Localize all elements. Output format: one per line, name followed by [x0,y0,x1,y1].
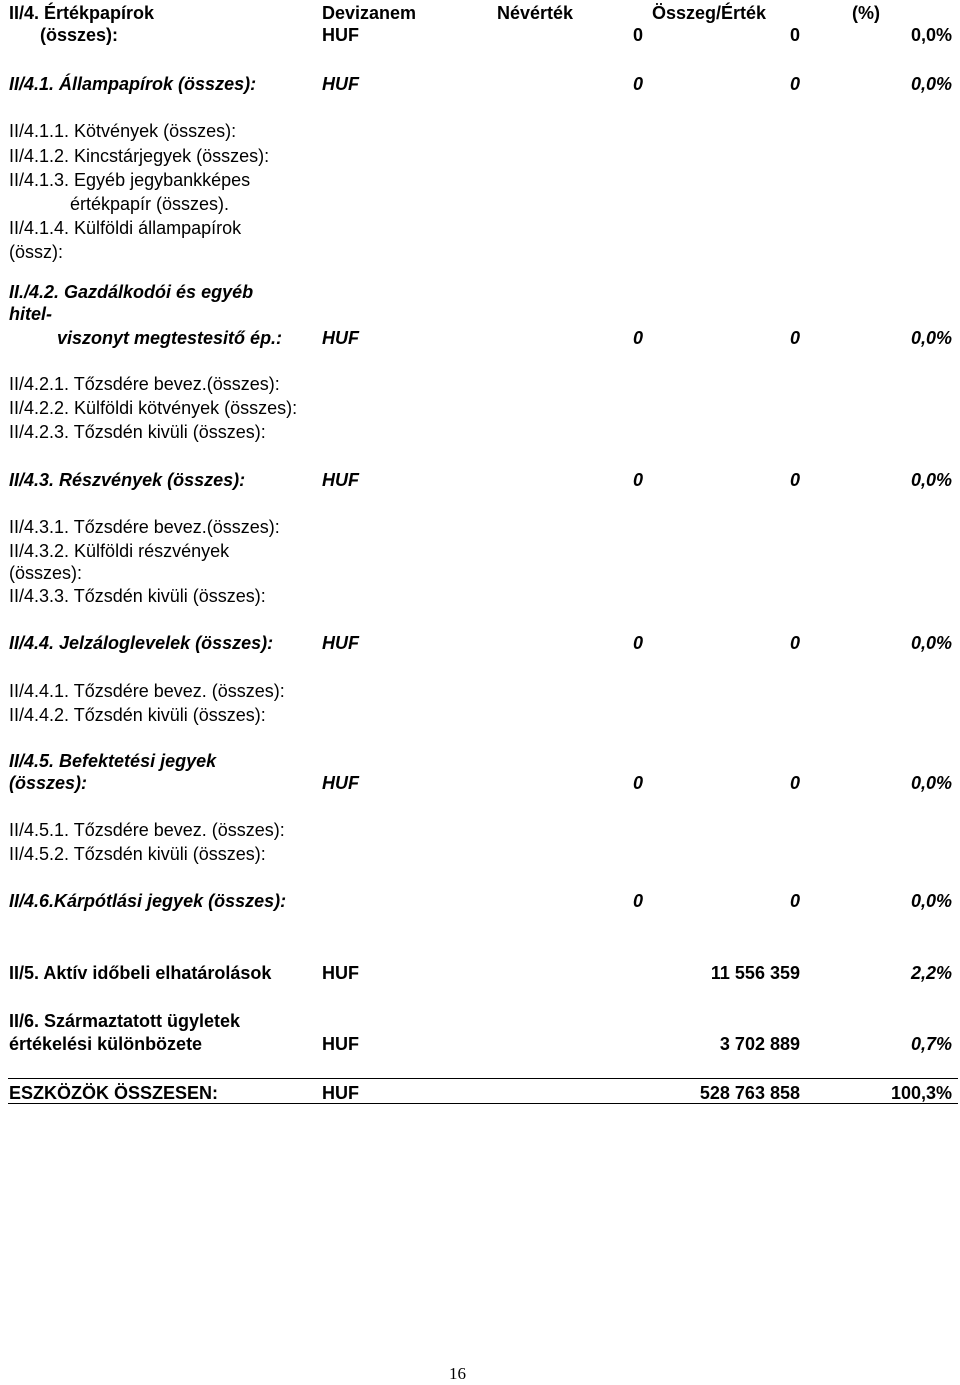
column-header-total: Összeg/Érték [652,3,767,23]
row-label-foreign-bonds: II/4.2.2. Külföldi kötvények (összes): [9,398,298,418]
currency-cell: HUF [322,773,359,793]
total-cell: 0 [789,328,800,348]
nominal-cell: 0 [632,74,643,94]
nominal-cell: 0 [632,773,643,793]
total-cell: 0 [789,25,800,45]
row-label-treasury-bills: II/4.1.2. Kincstárjegyek (összes): [9,146,270,166]
row-label-compensation-vouchers: II/4.6.Kárpótlási jegyek (összes): [9,891,287,911]
row-label-foreign-shares-l2: (összes): [9,563,83,583]
row-label-shares: II/4.3. Részvények (összes): [9,470,246,490]
currency-cell: HUF [322,470,359,490]
total-bottom-rule [8,1103,958,1104]
column-header-pct: (%) [852,3,880,23]
total-cell: 528 763 858 [699,1083,800,1103]
row-label-investment-units-l2: (összes): [9,773,88,793]
currency-cell: HUF [322,1083,359,1103]
row-label-investment-units: II/4.5. Befektetési jegyek [9,751,217,771]
row-label-listed: II/4.4.1. Tőzsdére bevez. (összes): [9,681,285,701]
nominal-cell: 0 [632,891,643,911]
total-cell: 11 556 359 [710,963,800,983]
row-label-unlisted: II/4.3.3. Tőzsdén kivüli (összes): [9,586,266,606]
row-label-foreign-government: II/4.1.4. Külföldi állampapírok [9,218,242,238]
currency-cell: HUF [322,633,359,653]
pct-cell: 0,0% [910,25,952,45]
row-label-listed: II/4.3.1. Tőzsdére bevez.(összes): [9,517,280,537]
row-label-government-securities: II/4.1. Állampapírok (összes): [9,74,257,94]
total-cell: 0 [789,470,800,490]
total-cell: 0 [789,773,800,793]
total-top-rule [8,1078,958,1079]
currency-cell: HUF [322,74,359,94]
row-label-unlisted: II/4.4.2. Tőzsdén kivüli (összes): [9,705,266,725]
row-label-securities: II/4. Értékpapírok [9,3,155,23]
row-label-corporate-securities-l3: viszonyt megtestesitő ép.: [57,328,283,348]
currency-cell: HUF [322,328,359,348]
pct-cell: 2,2% [910,963,952,983]
total-cell: 0 [789,891,800,911]
row-label-securities-l2: (összes): [40,25,119,45]
nominal-cell: 0 [632,470,643,490]
column-header-currency: Devizanem [322,3,417,23]
row-label-other-eligible-l2: értékpapír (összes). [70,194,230,214]
column-header-nominal: Névérték [497,3,574,23]
total-cell: 0 [789,74,800,94]
row-label-unlisted: II/4.5.2. Tőzsdén kivüli (összes): [9,844,266,864]
nominal-cell: 0 [632,25,643,45]
pct-cell: 0,0% [910,74,952,94]
row-label-corporate-securities: II./4.2. Gazdálkodói és egyéb [9,282,254,302]
pct-cell: 0,0% [910,891,952,911]
row-label-other-eligible: II/4.1.3. Egyéb jegybankképes [9,170,251,190]
row-label-derivatives: II/6. Származtatott ügyletek [9,1011,241,1031]
currency-cell: HUF [322,25,359,45]
row-label-foreign-government-l2: (össz): [9,242,63,262]
row-label-listed: II/4.5.1. Tőzsdére bevez. (összes): [9,820,285,840]
row-label-unlisted: II/4.2.3. Tőzsdén kivüli (összes): [9,422,266,442]
pct-cell: 0,7% [910,1034,952,1054]
currency-cell: HUF [322,1034,359,1054]
pct-cell: 0,0% [910,773,952,793]
row-label-listed: II/4.2.1. Tőzsdére bevez.(összes): [9,374,280,394]
row-label-corporate-securities-l2: hitel- [9,304,52,324]
page-number: 16 [449,1364,466,1383]
row-label-total-assets: ESZKÖZÖK ÖSSZESEN: [9,1083,219,1103]
row-label-derivatives-l2: értékelési különbözete [9,1034,203,1054]
currency-cell: HUF [322,963,359,983]
nominal-cell: 0 [632,633,643,653]
pct-cell: 0,0% [910,633,952,653]
row-label-bonds: II/4.1.1. Kötvények (összes): [9,121,237,141]
row-label-foreign-shares: II/4.3.2. Külföldi részvények [9,541,230,561]
nominal-cell: 0 [632,328,643,348]
total-cell: 0 [789,633,800,653]
pct-cell: 0,0% [910,328,952,348]
pct-cell: 100,3% [890,1083,952,1103]
row-label-mortgage-bonds: II/4.4. Jelzáloglevelek (összes): [9,633,274,653]
pct-cell: 0,0% [910,470,952,490]
total-cell: 3 702 889 [719,1034,800,1054]
row-label-accrued-income: II/5. Aktív időbeli elhatárolások [9,963,272,983]
